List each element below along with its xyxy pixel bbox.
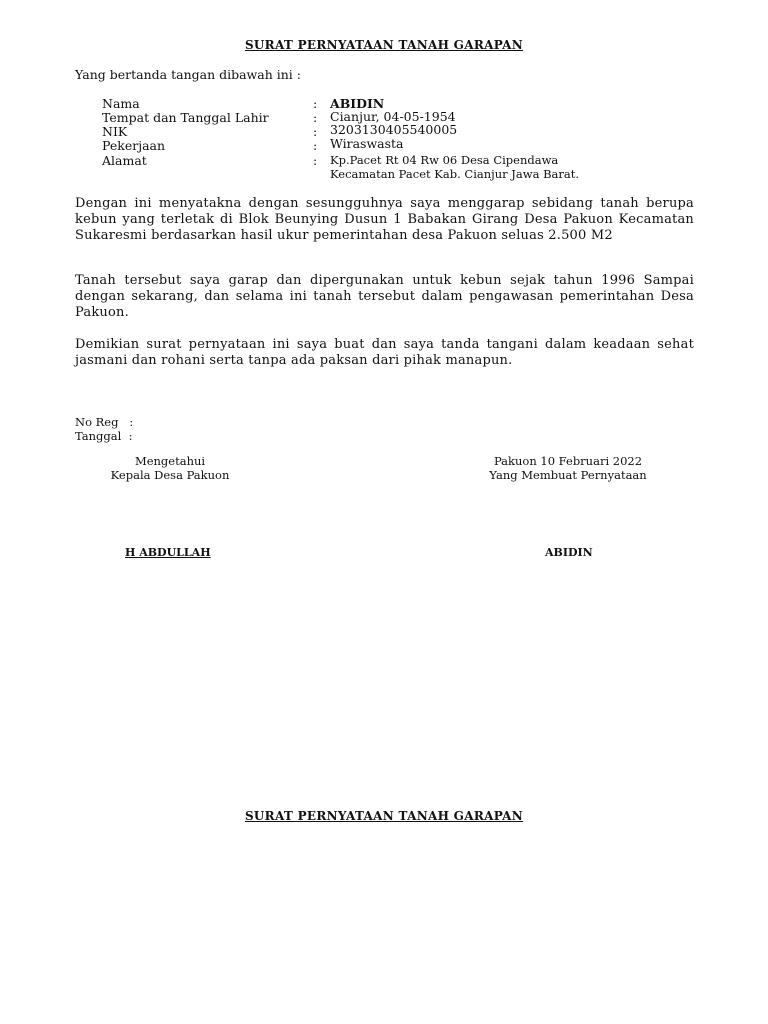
alamat-value-line2: Kecamatan Pacet Kab. Cianjur Jawa Barat. bbox=[330, 167, 580, 181]
left-sig-line2: Kepala Desa Pakuon bbox=[110, 468, 230, 482]
ttl-label: Tempat dan Tanggal Lahir bbox=[102, 110, 269, 125]
nama-colon: : bbox=[313, 96, 318, 111]
alamat-value-line1: Kp.Pacet Rt 04 Rw 06 Desa Cipendawa bbox=[330, 153, 559, 167]
nama-value: ABIDIN bbox=[330, 96, 385, 111]
right-sig-name: ABIDIN bbox=[545, 546, 593, 559]
document-title: SURAT PERNYATAAN TANAH GARAPAN bbox=[244, 38, 524, 52]
paragraph-3: Demikian surat pernyataan ini saya buat dan saya tanda tangani dalam keadaan sehat jasmani dan rohani serta tanpa ada paksan dari pihak manapun. bbox=[75, 337, 694, 368]
right-sig-line1: Pakuon 10 Februari 2022 bbox=[493, 454, 643, 468]
paragraph-1: Dengan ini menyatakna dengan sesungguhnya saya menggarap sebidang tanah berupa kebun yang terletak di Blok Beunying Dusun 1 Babakan Girang Desa Pakuon Kecamatan Sukaresmi berdasarkan hasil ukur pemerintahan desa Pakuon seluas 2.500 M2 bbox=[75, 196, 694, 243]
left-sig-line1: Mengetahui bbox=[134, 454, 206, 468]
alamat-label: Alamat bbox=[102, 153, 147, 168]
pekerjaan-label: Pekerjaan bbox=[102, 138, 166, 153]
intro-text: Yang bertanda tangan dibawah ini : bbox=[75, 67, 301, 82]
footer-title: SURAT PERNYATAAN TANAH GARAPAN bbox=[244, 809, 524, 823]
ttl-colon: : bbox=[313, 110, 318, 125]
nik-colon: : bbox=[313, 124, 318, 139]
pekerjaan-colon: : bbox=[313, 138, 318, 153]
tanggal-label: Tanggal : bbox=[75, 429, 133, 443]
nik-label: NIK bbox=[102, 124, 128, 139]
right-sig-line2: Yang Membuat Pernyataan bbox=[489, 468, 647, 482]
left-sig-name: H ABDULLAH bbox=[125, 546, 211, 559]
alamat-colon: : bbox=[313, 153, 318, 168]
pekerjaan-value: Wiraswasta bbox=[330, 136, 404, 151]
no-reg-label: No Reg : bbox=[75, 415, 134, 429]
paragraph-2: Tanah tersebut saya garap dan dipergunakan untuk kebun sejak tahun 1996 Sampai dengan sekarang, dan selama ini tanah tersebut dalam pengawasan pemerintahan Desa Pakuon. bbox=[75, 273, 694, 320]
nik-value: 3203130405540005 bbox=[330, 122, 458, 137]
ttl-value: Cianjur, 04-05-1954 bbox=[330, 109, 456, 124]
nama-label: Nama bbox=[102, 96, 140, 111]
